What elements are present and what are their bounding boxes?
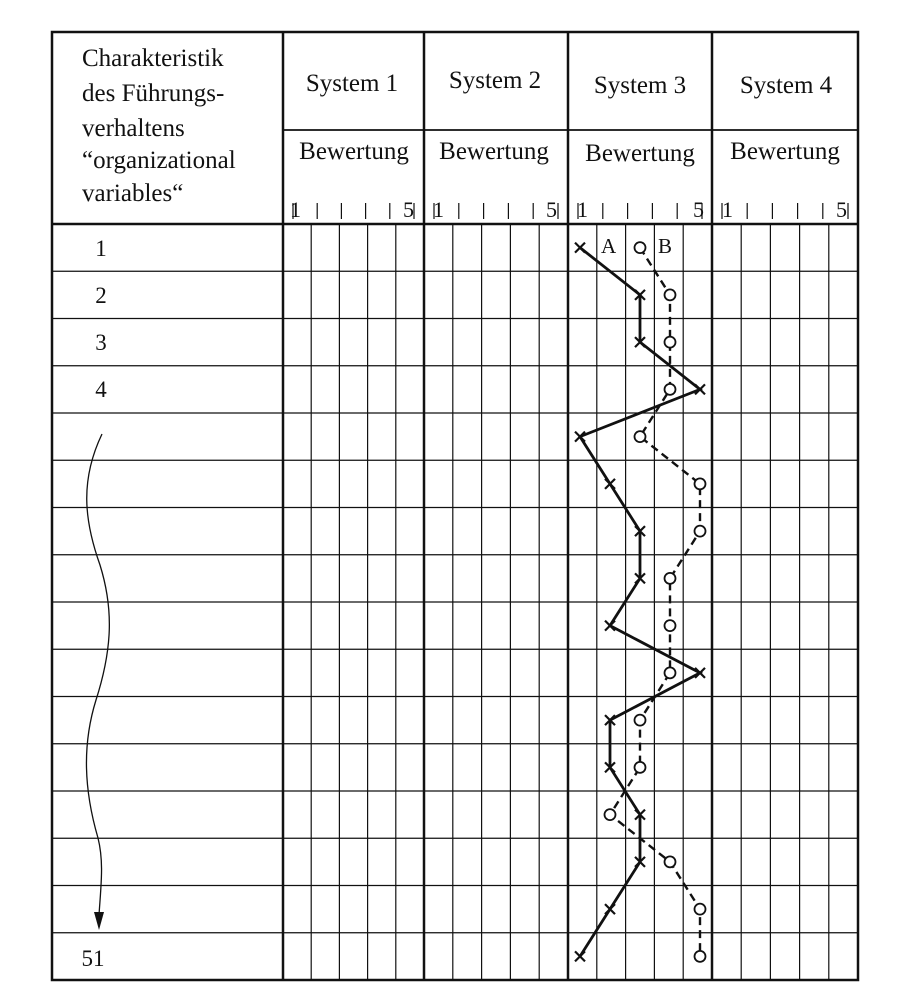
series-b-point-2 (665, 289, 676, 300)
characteristic-line-3: verhaltens (82, 115, 185, 142)
series-a-point-15 (605, 904, 615, 914)
series-b-point-13 (605, 809, 616, 820)
system-3-scale-min: 1 (577, 197, 588, 222)
system-4-scale-max: 5 (836, 197, 847, 222)
characteristic-line-2: des Führungs- (82, 80, 225, 107)
system-2-scale-min: 1 (433, 197, 444, 222)
series-b-point-14 (665, 856, 676, 867)
series-label-a: A (601, 234, 617, 258)
table-header (82, 45, 847, 222)
series-b-point-12 (635, 762, 646, 773)
characteristic-line-5: variables“ (82, 180, 184, 207)
row-label-4: 4 (95, 377, 107, 402)
system-1-rating-label: Bewertung (299, 138, 409, 165)
series-b-point-7 (695, 526, 706, 537)
series-b-point-8 (665, 573, 676, 584)
series-label-b: B (658, 234, 673, 258)
series-b-point-10 (665, 667, 676, 678)
series-b-point-5 (635, 431, 646, 442)
system-3-header: System 3 (593, 72, 687, 99)
system-4-header: System 4 (739, 72, 833, 99)
characteristic-line-1: Charakteristik (82, 45, 224, 72)
series-b-point-16 (695, 951, 706, 962)
series-a-point-9 (605, 621, 615, 631)
row-label-1: 1 (95, 236, 107, 261)
system-2-scale-max: 5 (546, 197, 557, 222)
ellipsis-arrow (86, 434, 109, 930)
series-b-point-11 (635, 715, 646, 726)
system-4-scale-min: 1 (722, 197, 733, 222)
series-a-point-16 (575, 951, 585, 961)
series-b-point-4 (665, 384, 676, 395)
system-1-header: System 1 (305, 70, 399, 97)
series-b-point-9 (665, 620, 676, 631)
row-label-3: 3 (95, 330, 107, 355)
system-1-scale-min: 1 (290, 197, 301, 222)
series-b-point-15 (695, 904, 706, 915)
characteristic-header (82, 45, 236, 207)
series-a-point-6 (605, 479, 615, 489)
characteristic-line-4: “organizational (82, 147, 236, 174)
system-4-rating-label: Bewertung (730, 138, 840, 165)
series-b-point-1 (635, 242, 646, 253)
series-a-point-1 (575, 243, 585, 253)
system-1-scale-max: 5 (403, 197, 414, 222)
wavy-line (86, 434, 109, 915)
series-a-point-10 (695, 668, 705, 678)
series-b-point-6 (695, 478, 706, 489)
system-3-rating-label: Bewertung (585, 140, 695, 167)
row-label-2: 2 (95, 283, 107, 308)
table-grid (52, 32, 858, 980)
system-2-rating-label: Bewertung (439, 138, 549, 165)
arrow-down-icon (94, 912, 104, 930)
system-2-header: System 2 (448, 67, 542, 94)
series-b-point-3 (665, 337, 676, 348)
row-labels (82, 236, 108, 971)
system-3-scale-max: 5 (693, 197, 704, 222)
system-3-profiles (575, 234, 706, 962)
row-label-51: 51 (81, 946, 105, 971)
